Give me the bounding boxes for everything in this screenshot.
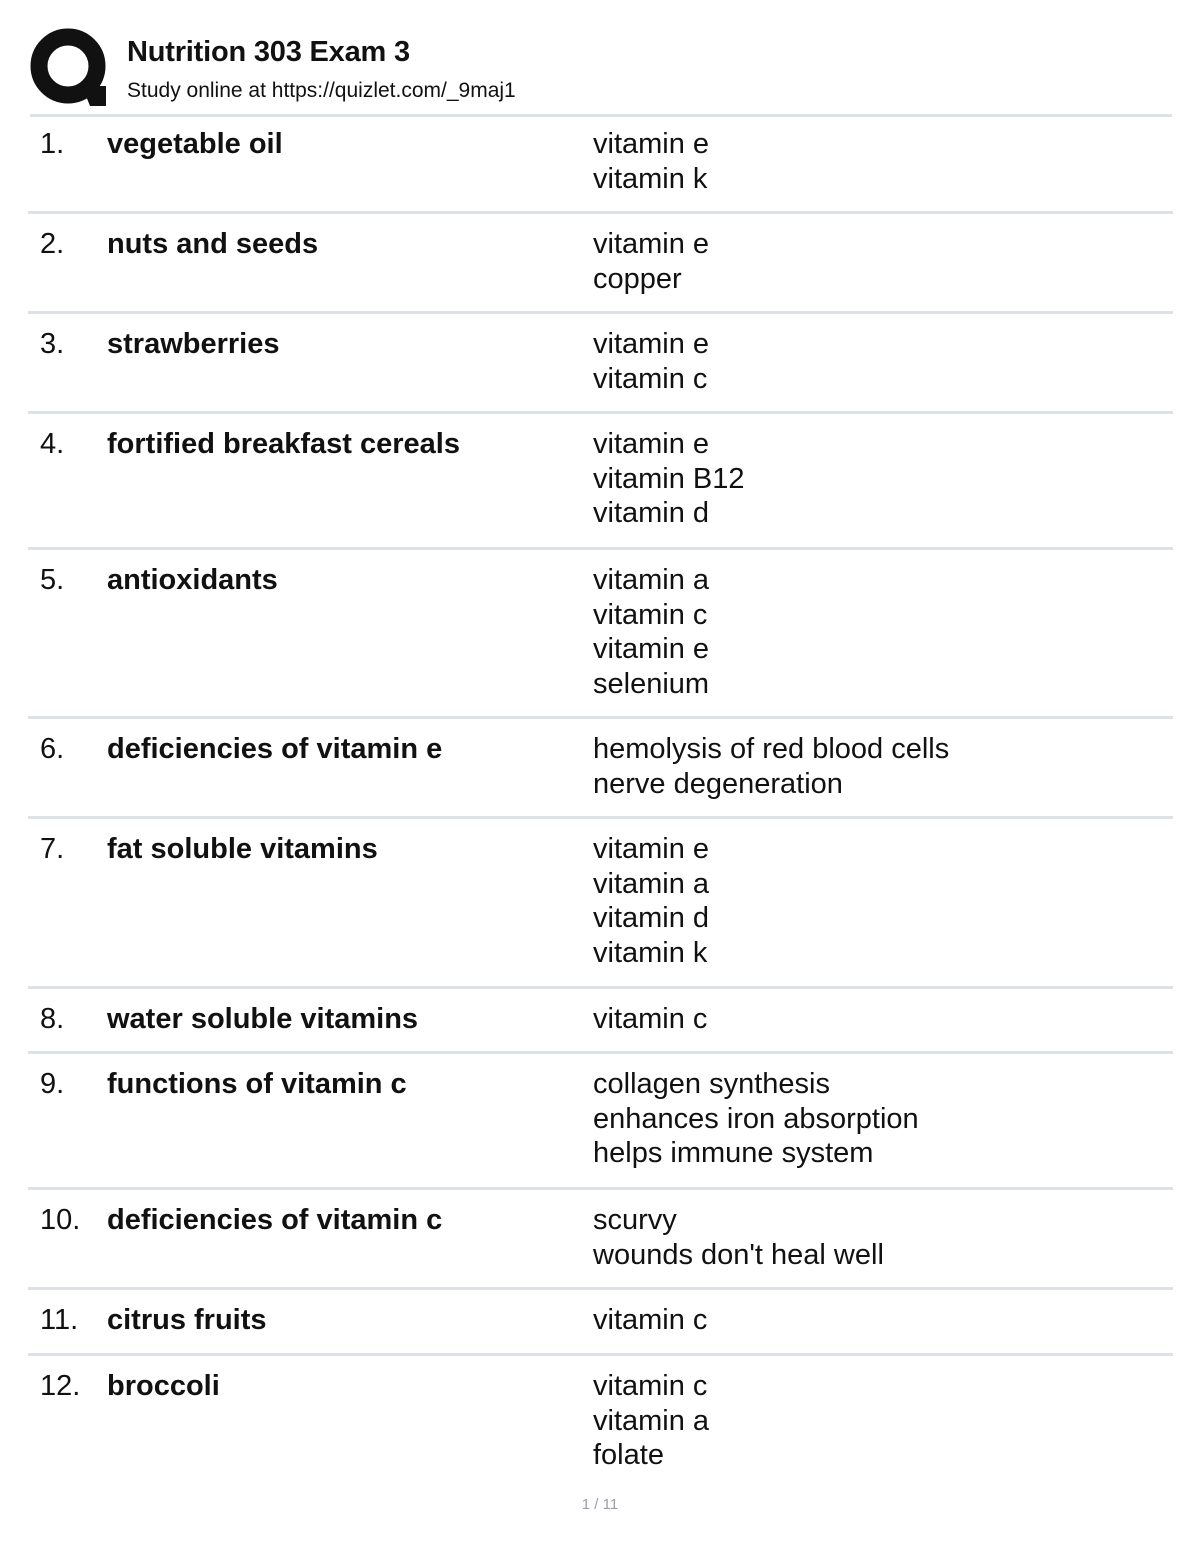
definition-line: enhances iron absorption bbox=[593, 1102, 919, 1135]
list-item bbox=[28, 414, 1173, 550]
item-definitions bbox=[593, 1002, 707, 1037]
item-number: 1. bbox=[40, 128, 65, 160]
item-term: functions of vitamin c bbox=[107, 1068, 407, 1100]
item-definitions bbox=[593, 732, 949, 801]
list-item bbox=[28, 1190, 1173, 1290]
item-term: citrus fruits bbox=[107, 1304, 267, 1336]
list-item bbox=[28, 550, 1173, 719]
definition-line: wounds don't heal well bbox=[593, 1238, 884, 1271]
item-term: fortified breakfast cereals bbox=[107, 428, 460, 460]
definition-line: vitamin k bbox=[593, 936, 708, 969]
definition-line: copper bbox=[593, 262, 682, 295]
item-number: 2. bbox=[40, 228, 65, 260]
definition-line: vitamin e bbox=[593, 428, 710, 460]
page-title: Nutrition 303 Exam 3 bbox=[127, 36, 410, 68]
definition-line: scurvy bbox=[593, 1204, 677, 1236]
definition-line: folate bbox=[593, 1439, 664, 1471]
definition-line: vitamin d bbox=[593, 902, 710, 934]
definition-line: vitamin a bbox=[593, 564, 710, 596]
study-online-subtitle bbox=[127, 79, 516, 103]
definition-line: helps immune system bbox=[593, 1137, 874, 1169]
definition-line: vitamin a bbox=[593, 1404, 710, 1437]
item-definitions bbox=[593, 1067, 919, 1171]
flashcard-list bbox=[28, 114, 1173, 1496]
list-item bbox=[28, 114, 1173, 214]
item-term: vegetable oil bbox=[107, 128, 283, 160]
item-definitions bbox=[593, 427, 745, 531]
item-term: antioxidants bbox=[107, 564, 278, 596]
item-number: 8. bbox=[40, 1003, 65, 1035]
item-term: nuts and seeds bbox=[107, 228, 319, 260]
item-definitions bbox=[593, 1369, 709, 1473]
definition-line: vitamin c bbox=[593, 362, 708, 395]
item-term: water soluble vitamins bbox=[107, 1003, 419, 1035]
item-number: 5. bbox=[40, 564, 65, 596]
list-item bbox=[28, 314, 1173, 414]
item-term: fat soluble vitamins bbox=[107, 833, 378, 865]
definition-line: vitamin e bbox=[593, 633, 710, 665]
item-number: 3. bbox=[40, 328, 65, 360]
list-item bbox=[28, 819, 1173, 989]
definition-line: nerve degeneration bbox=[593, 767, 843, 800]
item-definitions bbox=[593, 1203, 884, 1272]
item-definitions bbox=[593, 563, 709, 701]
definition-line: vitamin c bbox=[593, 1304, 708, 1336]
item-number: 12. bbox=[40, 1370, 81, 1402]
item-number: 9. bbox=[40, 1068, 65, 1100]
definition-line: vitamin e bbox=[593, 833, 710, 865]
definition-line: collagen synthesis bbox=[593, 1068, 830, 1100]
definition-line: vitamin e bbox=[593, 328, 710, 360]
item-term: strawberries bbox=[107, 328, 280, 360]
page-indicator: 1 / 11 bbox=[581, 1496, 619, 1513]
list-item bbox=[28, 214, 1173, 314]
item-term: broccoli bbox=[107, 1370, 220, 1402]
item-number: 4. bbox=[40, 428, 65, 460]
subtitle-prefix: Study online at bbox=[127, 79, 272, 102]
item-definitions bbox=[593, 227, 709, 296]
item-definitions bbox=[593, 127, 709, 196]
item-term: deficiencies of vitamin c bbox=[107, 1204, 443, 1236]
definition-line: vitamin B12 bbox=[593, 462, 745, 495]
page-header bbox=[30, 28, 1172, 117]
definition-line: vitamin e bbox=[593, 128, 710, 160]
item-definitions bbox=[593, 832, 709, 970]
study-url-link[interactable]: https://quizlet.com/_9maj1 bbox=[271, 79, 516, 102]
definition-line: hemolysis of red blood cells bbox=[593, 733, 950, 765]
definition-line: vitamin c bbox=[593, 598, 708, 631]
list-item bbox=[28, 1356, 1173, 1496]
item-number: 10. bbox=[40, 1204, 81, 1236]
quizlet-logo-icon bbox=[30, 28, 110, 108]
item-definitions bbox=[593, 327, 709, 396]
list-item bbox=[28, 989, 1173, 1054]
definition-line: vitamin c bbox=[593, 1003, 708, 1035]
item-number: 11. bbox=[40, 1304, 79, 1336]
list-item bbox=[28, 1054, 1173, 1190]
item-number: 7. bbox=[40, 833, 65, 865]
definition-line: vitamin d bbox=[593, 497, 710, 529]
item-definitions bbox=[593, 1303, 707, 1338]
definition-line: selenium bbox=[593, 667, 710, 700]
list-item bbox=[28, 719, 1173, 819]
list-item bbox=[28, 1290, 1173, 1356]
item-number: 6. bbox=[40, 733, 65, 765]
definition-line: vitamin c bbox=[593, 1370, 708, 1402]
definition-line: vitamin e bbox=[593, 228, 710, 260]
definition-line: vitamin a bbox=[593, 867, 710, 900]
item-term: deficiencies of vitamin e bbox=[107, 733, 443, 765]
definition-line: vitamin k bbox=[593, 162, 708, 195]
